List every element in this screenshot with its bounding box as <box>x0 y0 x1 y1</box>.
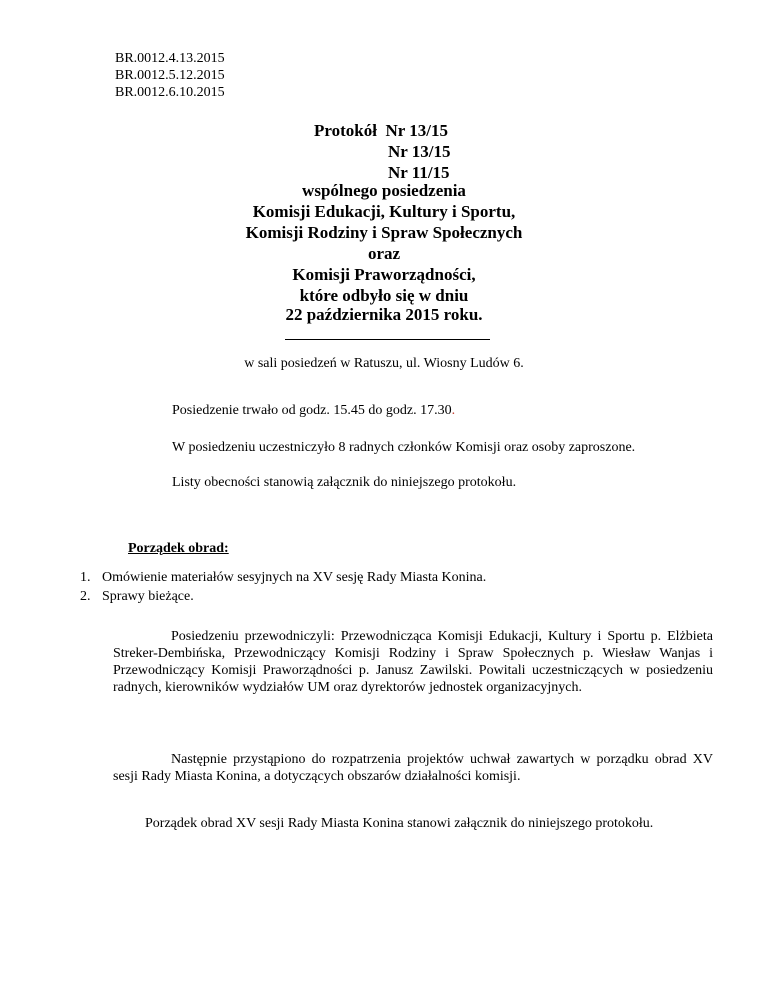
meeting-date: 22 października 2015 roku. <box>285 305 483 324</box>
agenda-item-text: Omówienie materiałów sesyjnych na XV sesję Rady Miasta Konina. <box>102 570 487 585</box>
agenda-item-number: 2. <box>80 589 91 604</box>
paragraph-proceedings: Następnie przystąpiono do rozpatrzenia projektów uchwał zawartych w porządku obrad XV sesji Rady Miasta Konina, a dotyczących obszarów działalności komisji. <box>113 752 713 784</box>
reference-numbers <box>115 50 225 101</box>
subtitle-line: Komisji Praworządności, <box>292 265 476 284</box>
agenda-item <box>80 587 486 606</box>
agenda-item-text: Sprawy bieżące. <box>102 589 194 604</box>
attendance-lists-note: Listy obecności stanowią załącznik do niniejszego protokołu. <box>172 475 517 490</box>
subtitle-line: wspólnego posiedzenia <box>302 181 466 200</box>
agenda-heading: Porządek obrad: <box>128 541 229 556</box>
protocol-title: Protokół Nr 13/15 <box>314 121 448 140</box>
agenda-item-number: 1. <box>80 570 91 585</box>
subtitle-line: Komisji Edukacji, Kultury i Sportu, <box>252 202 516 221</box>
protocol-number: Nr 11/15 <box>388 163 450 182</box>
protocol-numbers <box>314 120 614 183</box>
meeting-duration-text: Posiedzenie trwało od godz. 15.45 do godz. 17.30 <box>172 403 452 418</box>
paragraph-chairs: Posiedzeniu przewodniczyli: Przewodnicząca Komisji Edukacji, Kultury i Sportu p. Elżbieta Streker-Dembińska, Przewodniczący Komisji Rodziny i Spraw Społecznych p. Wiesław Wanjas i Przewodniczący Komisji Praworządności p. Janusz Zawilski. Powitali uczestniczących w posiedzeniu radnych, kierowników wydziałów UM oraz dyrektorów jednostek organizacyjnych. <box>113 629 713 695</box>
title-underline <box>285 339 490 340</box>
protocol-number: Nr 13/15 <box>388 142 451 161</box>
reference-number: BR.0012.5.12.2015 <box>115 68 225 83</box>
reference-number: BR.0012.4.13.2015 <box>115 51 225 66</box>
meeting-subtitle <box>0 180 768 306</box>
agenda-list <box>80 568 486 606</box>
meeting-duration <box>172 403 455 420</box>
subtitle-line: oraz <box>367 244 401 263</box>
meeting-attendance: W posiedzeniu uczestniczyło 8 radnych członków Komisji oraz osoby zaproszone. <box>172 440 636 455</box>
reference-number: BR.0012.6.10.2015 <box>115 85 225 100</box>
meeting-duration-period: . <box>451 403 456 418</box>
subtitle-line: Komisji Rodziny i Spraw Społecznych <box>245 223 523 242</box>
meeting-venue: w sali posiedzeń w Ratuszu, ul. Wiosny Ludów 6. <box>244 356 524 371</box>
agenda-item <box>80 568 486 587</box>
paragraph-agenda-attachment: Porządek obrad XV sesji Rady Miasta Konina stanowi załącznik do niniejszego protokołu. <box>145 816 654 831</box>
subtitle-line: które odbyło się w dniu <box>299 286 469 305</box>
